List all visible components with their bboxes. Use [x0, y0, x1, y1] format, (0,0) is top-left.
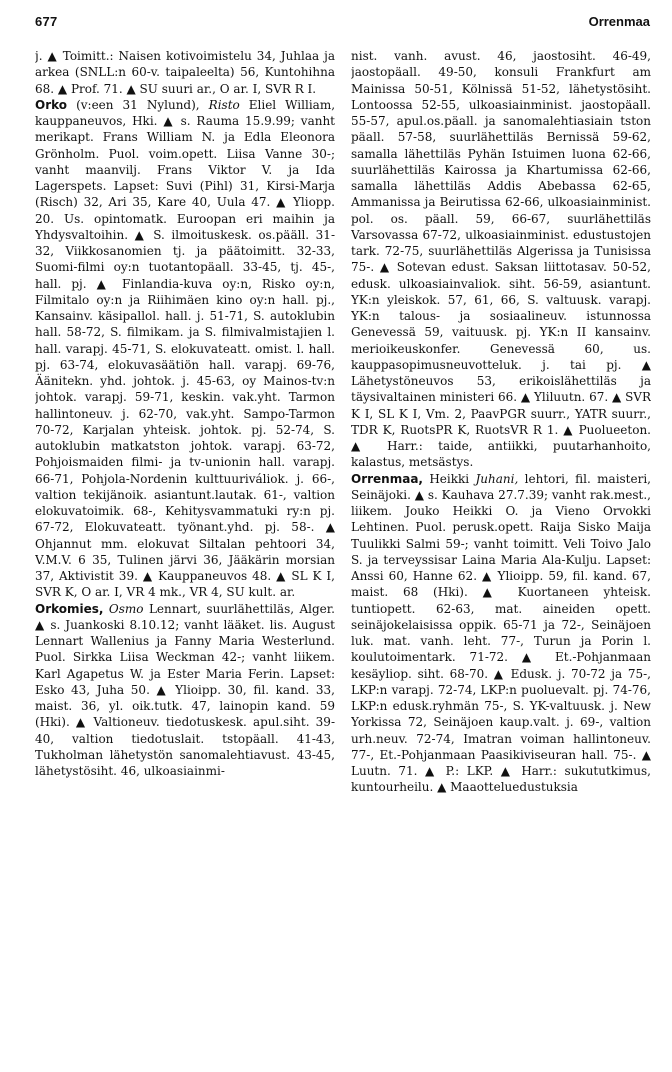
entry-surname: Orkomies,	[35, 601, 104, 616]
entry-orkomies	[35, 601, 335, 780]
right-column	[351, 48, 651, 1058]
entry-text: Eliel William, kauppaneuvos, Hki. ▲ s. Rauma 15.9.99; vanht merikapt. Frans William N. ja Edla Eleonora Grönholm. Puol. voim.opett. Liisa Vanne 30-; vanht maanvilj. Frans Viktor V. ja Ida Lagerspets. Lapset: Suvi (Pihl) 31, Kirsi-Marja (Risch) 32, Ari 35, Kare 40, Uula 47. ▲ Yliopp. 20. Us. opintomatk. Euroopan eri maihin ja Yhdysvaltoihin. ▲ S. ilmoituskesk. os.pääll. 31-32, Viikkosanomien tj. ja päätoimitt. 32-33, Suomi-filmi oy:n tuotantopäall. 33-45, tj. 45-, hall. pj. ▲ Finlandia-kuva oy:n, Risko oy:n, Filmitalo oy:n ja Riihimäen kino oy:n hall. pj., Kansainv. käsipallol. hall. j. 51-71, S. autoklubin hall. 58-72, S. filmikam. ja S. filmivalmistajien l. hall. varapj. 45-71, S. elokuvateatt. omist. l. hall. pj. 63-74, elokuvasäätiön hall. varapj. 69-76, Äänitekn. yhd. johtok. j. 45-63, oy Mainos-tv:n johtok. varapj. 59-71, keskin. vak.yht. Tarmon hallintoneuv. j. 62-70, vak.yht. Sampo-Tarmon 70-72, Karjalan yhteisk. johtok. pj. 52-74, S. autoklubin matkatston johtok. varapj. 63-72, Pohjoismaiden filmi- ja tv-unionin hall. varapj. 66-71, Pohjola-Nordenin kulttuuriváliok. j. 66-, valtion tekijänoik. asiantunt.lautak. 61-, valtion elokuvatoimik. 68-, Kehitysvammatuki ry:n pj. 67-72, Elokuvateatt. työnant.yhd. pj. 58-. ▲ Ohjannut mm. elokuvat Siltalan pehtoori 34, V.M.V. 6 35, Tulinen järvi 36, Jääkärin morsian 37, Aktivistit 39. ▲ Kauppaneuvos 48. ▲ SL K I, SVR K, O ar. I, VR 4 mk., VR 4, SU kult. ar.	[35, 97, 335, 600]
entry-given-name: Risto	[208, 97, 240, 112]
entry-text: lehtori, fil. maisteri, Seinäjoki. ▲ s. Kauhava 27.7.39; vanht rak.mest., liikem. Jouko Heikki O. ja Vieno Orvokki Lehtinen. Puol. perusk.opett. Raija Sisko Maija Tuulikki Salmi 59-; vanht toimitt. Veli Toivo Jalo S. ja terveyssisar Laina Maria Ala-Kulju. Lapset: Anssi 60, Hanne 62. ▲ Ylioipp. 59, fil. kand. 67, maist. 68 (Hki). ▲ Kuortaneen yhteisk. tuntiopett. 62-63, mat. aineiden opett. seinäjokelaisissa oppik. 65-71 ja 72-, Seinäjoen luk. mat. vanh. leht. 77-, Turun ja Porin l. koulutoimentark. 71-72. ▲ Et.-Pohjanmaan kesäyliop. siht. 68-70. ▲ Edusk. j. 70-72 ja 75-, LKP:n varapj. 72-74, LKP:n puoluevalt. pj. 74-76, LKP:n edusk.ryhmän 75-, S. YK-valtuusk. j. New Yorkissa 72, Seinäjoen kaup.valt. j. 69-, valtion urh.neuv. 72-74, Imatran voiman hallintoneuv. 77-, Et.-Pohjanmaan Paasikiviseuran hall. 75-. ▲ Luutn. 71. ▲ P.: LKP. ▲ Harr.: sukututkimus, kuntourheilu. ▲ Maaotteluedustuksia	[351, 471, 651, 795]
entry-orrenmaa	[351, 471, 651, 796]
entry-text: Lennart, suurlähettiläs, Alger. ▲ s. Juankoski 8.10.12; vanht lääket. lis. August Lennart Wallenius ja Fanny Maria Westerlund. Puol. Sirkka Liisa Weckman 42-; vanht liikem. Karl Agapetus W. ja Ester Maria Ferin. Lapset: Esko 43, Juha 50. ▲ Ylioipp. 30, fil. kand. 33, maist. 36, yl. oik.tutk. 47, lainopin kand. 59 (Hki). ▲ Valtioneuv. tiedotuskesk. apul.siht. 39-40, valtion tiedotuslait. tstopäall. 41-43, Tukholman lähetystön sanomalehtiavust. 43-45, lähetystösiht. 46, ulkoasiainmi-	[35, 601, 335, 778]
entry-text: j. ▲ Toimitt.: Naisen kotivoimistelu 34, Juhlaa ja arkea (SNLL:n 60-v. taipaleelta) 56, Kuntohihna 68. ▲ Prof. 71. ▲ SU suuri ar., O ar. I, SVR R I.	[35, 49, 335, 96]
running-head: Orrenmaa	[588, 14, 650, 29]
entry-given-name: Osmo	[108, 601, 144, 616]
left-column	[35, 48, 335, 1058]
entry-name-prefix: Heikki	[422, 471, 476, 486]
entry-given-name: Juhani,	[475, 471, 519, 486]
entry-surname: Orko	[35, 97, 68, 112]
entry-name-prefix: (v:een 31 Nylund),	[67, 97, 209, 112]
entry-continuation	[351, 48, 651, 471]
entry-text: nist. vanh. avust. 46, jaostosiht. 46-49, jaostopäall. 49-50, konsuli Frankfurt am Mainissa 50-51, Kölnissä 51-52, lähetystösiht. Lontoossa 52-55, ulkoasiainminist. jaostopäall. 55-57, apul.os.päall. ja sanomalehtiasiain tston päall. 57-58, suurlähettiläs Bernissä 59-62, samalla lähettiläs Pyhän Istuimen luona 62-66, suurlähettiläs Kairossa ja Khartumissa 62-66, samalla lähettiläs Addis Abebassa 62-65, Ammanissa ja Beirutissa 62-66, ulkoasiainminist. pol. os. päall. 59, 66-67, suurlähettiläs Varsovassa 67-72, ulkoasiainminist. edustustojen tark. 72-75, suurlähettiläs Algerissa ja Tunisissa 75-. ▲ Sotevan edust. Saksan liittotasav. 50-52, edusk. ulkoasiainvaliok. siht. 56-59, asiantunt. YK:n yleiskok. 57, 61, 66, S. valtuusk. varapj. YK:n talous- ja sosiaalineuv. istunnossa Genevessä 59, vaituusk. pj. YK:n II kansainv. merioikeuskonfer. Genevessä 60, us. kauppasopimusneuvotteluk. j. tai pj. ▲ Lähetystöneuvos 53, erikoislähettiläs ja täysivaltainen ministeri 66. ▲ Yliluutn. 67. ▲ SVR K I, SL K I, Vm. 2, PaavPGR suurr., YATR suurr., TDR K, RuotsPR K, RuotsVR R 1. ▲ Puolueeton. ▲ Harr.: taide, antiikki, puutarhanhoito, kalastus, metsästys.	[351, 49, 651, 470]
entry-surname: Orrenmaa,	[351, 471, 423, 486]
page-number: 677	[35, 14, 58, 29]
page-header	[0, 0, 672, 40]
entry-continuation	[35, 48, 335, 97]
entry-orko	[35, 97, 335, 601]
